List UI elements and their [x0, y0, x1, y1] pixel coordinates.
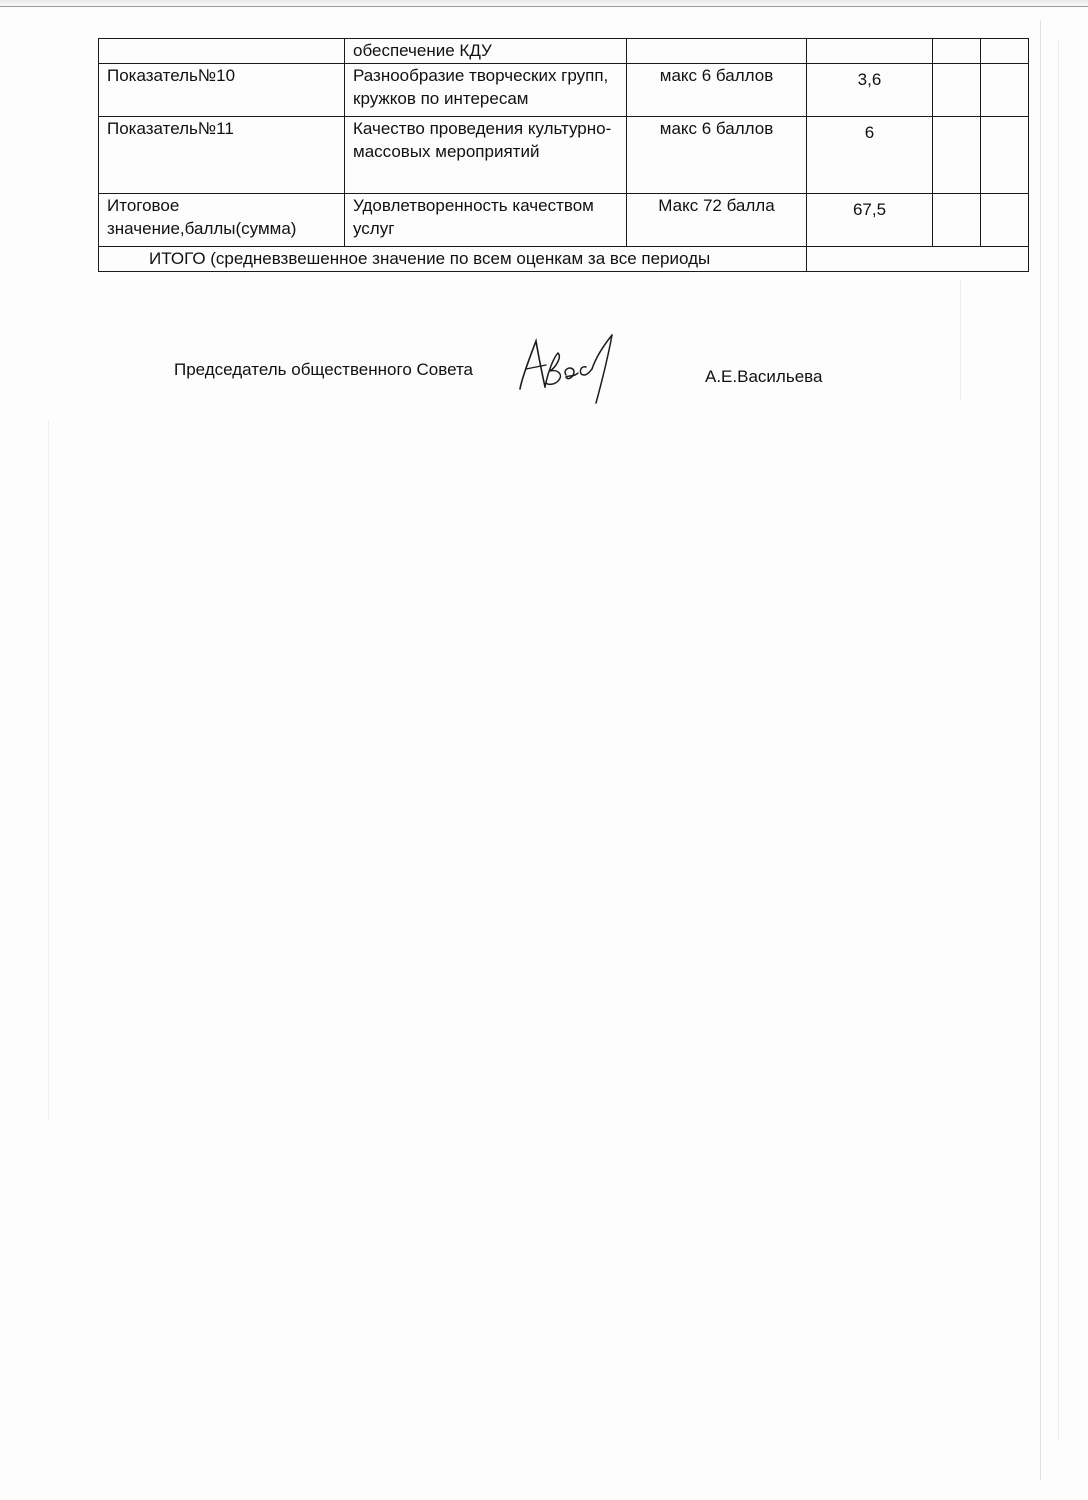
handwritten-signature — [512, 327, 632, 405]
chairman-title: Председатель общественного Совета — [174, 360, 474, 379]
signature-block — [0, 355, 1088, 415]
indicator-cell: Итоговое значение,баллы(сумма) — [99, 194, 345, 247]
table-total-row — [99, 247, 1029, 272]
total-label-cell: ИТОГО (средневзвешенное значение по всем оценкам за все периоды — [99, 247, 807, 272]
score-table — [98, 38, 1029, 272]
chairman-name: А.Е.Васильева — [705, 367, 823, 386]
table-row — [99, 194, 1029, 247]
value-cell: 67,5 — [807, 194, 933, 247]
max-score-cell — [627, 39, 807, 64]
description-cell: Удовлетворенность качеством услуг — [345, 194, 627, 247]
max-score-cell: макс 6 баллов — [627, 117, 807, 194]
empty-cell — [981, 64, 1029, 117]
scan-artifact — [1058, 40, 1059, 1440]
table-row — [99, 117, 1029, 194]
total-value-cell — [807, 247, 1029, 272]
max-score-cell: макс 6 баллов — [627, 64, 807, 117]
value-cell: 6 — [807, 117, 933, 194]
table-row — [99, 39, 1029, 64]
indicator-cell — [99, 39, 345, 64]
empty-cell — [933, 117, 981, 194]
empty-cell — [933, 39, 981, 64]
max-score-cell: Макс 72 балла — [627, 194, 807, 247]
scan-artifact — [1040, 20, 1041, 1480]
scan-top-edge — [0, 0, 1088, 7]
empty-cell — [981, 194, 1029, 247]
value-cell: 3,6 — [807, 64, 933, 117]
value-cell — [807, 39, 933, 64]
empty-cell — [933, 64, 981, 117]
empty-cell — [981, 117, 1029, 194]
description-cell: Качество проведения культурно-массовых мероприятий — [345, 117, 627, 194]
indicator-cell: Показатель№10 — [99, 64, 345, 117]
description-cell: обеспечение КДУ — [345, 39, 627, 64]
table-row — [99, 64, 1029, 117]
indicator-cell: Показатель№11 — [99, 117, 345, 194]
scan-artifact — [48, 420, 49, 1120]
empty-cell — [981, 39, 1029, 64]
description-cell: Разнообразие творческих групп, кружков по интересам — [345, 64, 627, 117]
empty-cell — [933, 194, 981, 247]
